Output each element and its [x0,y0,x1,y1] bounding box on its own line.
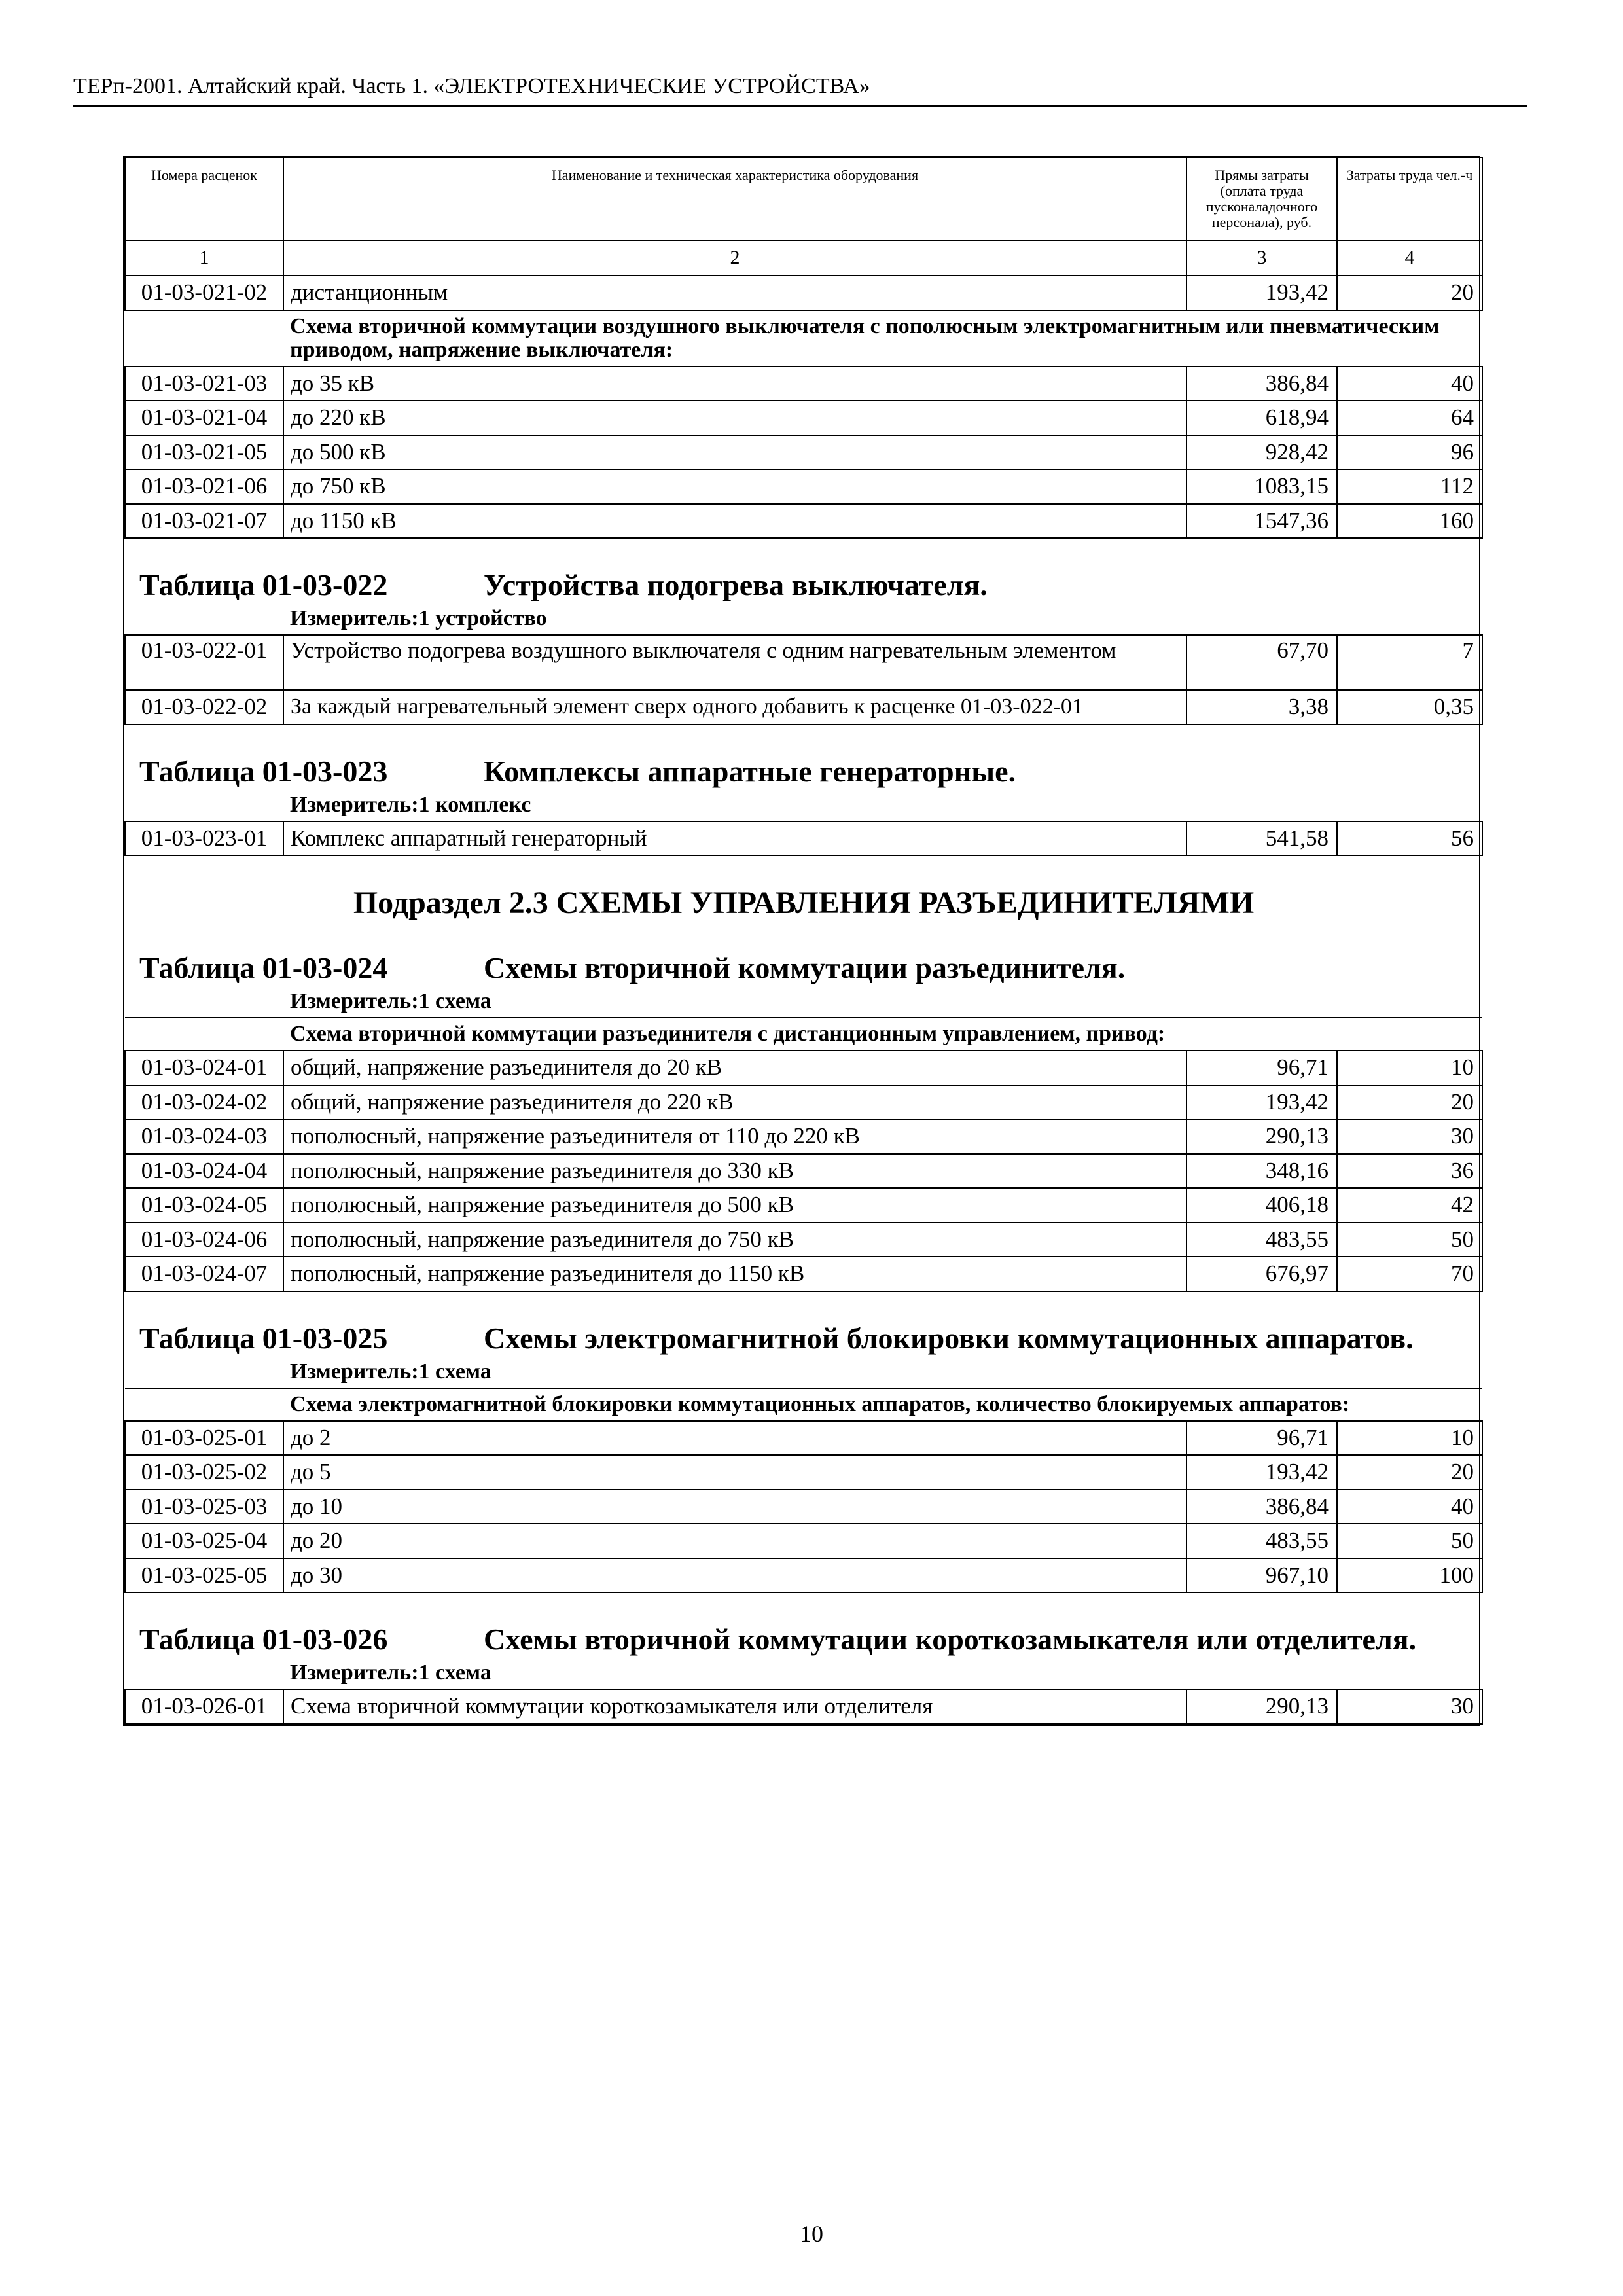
rate-labor: 56 [1337,821,1482,856]
rate-labor: 30 [1337,1689,1482,1724]
rate-description: пополюсный, напряжение разъединителя до 750 кВ [283,1223,1186,1257]
table-row [125,1154,1482,1189]
table-row [125,469,1482,504]
rate-code: 01-03-024-02 [125,1085,283,1120]
rate-description: общий, напряжение разъединителя до 220 кВ [283,1085,1186,1120]
table-row [125,504,1482,539]
group-heading: Схема вторичной коммутации воздушного выключателя с пополюсным электромагнитным или пневматическим приводом, напряжение выключателя: [283,310,1482,367]
rate-code: 01-03-021-05 [125,435,283,470]
rate-code: 01-03-022-02 [125,690,283,725]
rate-code: 01-03-022-01 [125,635,283,690]
table-title-row [125,725,1482,792]
rate-cost: 483,55 [1186,1223,1337,1257]
rate-labor: 64 [1337,401,1482,435]
header-col-name: Наименование и техническая характеристика оборудования [283,158,1186,240]
rate-cost: 483,55 [1186,1524,1337,1558]
rate-labor: 20 [1337,1455,1482,1490]
rate-labor: 30 [1337,1119,1482,1154]
rate-labor: 112 [1337,469,1482,504]
rate-cost: 676,97 [1186,1257,1337,1291]
rate-description: пополюсный, напряжение разъединителя от 110 до 220 кВ [283,1119,1186,1154]
table-row [125,276,1482,310]
rate-cost: 193,42 [1186,1085,1337,1120]
rate-description: общий, напряжение разъединителя до 20 кВ [283,1050,1186,1085]
rate-description: до 1150 кВ [283,504,1186,539]
table-title-row [125,922,1482,988]
rate-code: 01-03-025-02 [125,1455,283,1490]
rate-cost: 967,10 [1186,1558,1337,1593]
table-number: Таблица 01-03-022 [139,568,388,601]
rate-description: Устройство подогрева воздушного выключателя с одним нагревательным элементом [283,635,1186,690]
rate-labor: 20 [1337,1085,1482,1120]
rate-description: дистанционным [283,276,1186,310]
rate-description: Комплекс аппаратный генераторный [283,821,1186,856]
table-number: Таблица 01-03-024 [139,951,388,984]
rate-labor: 96 [1337,435,1482,470]
header-col-labor: Затраты труда чел.-ч [1337,158,1482,240]
column-number: 1 [125,240,283,276]
table-row [125,1490,1482,1524]
group-heading-row [125,310,1482,367]
measure-row [125,605,1482,635]
rate-description: Схема вторичной коммутации короткозамыкателя или отделителя [283,1689,1186,1724]
table-title: Устройства подогрева выключателя. [484,568,988,601]
table-row [125,1689,1482,1724]
rate-code: 01-03-025-01 [125,1421,283,1456]
table-row [125,367,1482,401]
rate-labor: 0,35 [1337,690,1482,725]
table-title-row [125,1592,1482,1660]
rate-code: 01-03-021-03 [125,367,283,401]
table-row [125,1421,1482,1456]
rate-cost: 386,84 [1186,1490,1337,1524]
rate-code: 01-03-025-03 [125,1490,283,1524]
page-number: 10 [800,2221,823,2247]
rate-code: 01-03-021-06 [125,469,283,504]
measure-row [125,988,1482,1018]
rate-code: 01-03-021-04 [125,401,283,435]
rate-cost: 193,42 [1186,1455,1337,1490]
rate-labor: 50 [1337,1524,1482,1558]
table-title: Схемы вторичной коммутации короткозамыкателя или отделителя. [484,1623,1417,1656]
table-row [125,1257,1482,1291]
rate-cost: 3,38 [1186,690,1337,725]
subsection-row [125,855,1482,922]
rates-table-frame [123,156,1480,1726]
rate-description: до 5 [283,1455,1186,1490]
column-number: 4 [1337,240,1482,276]
rate-code: 01-03-024-04 [125,1154,283,1189]
rate-code: 01-03-021-07 [125,504,283,539]
rate-cost: 348,16 [1186,1154,1337,1189]
measure-row [125,1359,1482,1388]
subsection-title: Подраздел 2.3 СХЕМЫ УПРАВЛЕНИЯ РАЗЪЕДИНИТЕЛЯМИ [353,886,1255,920]
rate-description: до 500 кВ [283,435,1186,470]
rate-description: до 20 [283,1524,1186,1558]
rates-table [124,157,1483,1725]
rate-labor: 50 [1337,1223,1482,1257]
measure-unit: Измеритель:1 устройство [283,605,1482,635]
table-row [125,435,1482,470]
rate-description: до 2 [283,1421,1186,1456]
measure-unit: Измеритель:1 схема [283,1359,1482,1388]
rate-labor: 160 [1337,504,1482,539]
table-row [125,1223,1482,1257]
rate-labor: 10 [1337,1050,1482,1085]
measure-row [125,1660,1482,1689]
rate-code: 01-03-024-03 [125,1119,283,1154]
table-header-row [125,158,1482,240]
rate-code: 01-03-025-04 [125,1524,283,1558]
table-title-row [125,1291,1482,1359]
rate-cost: 386,84 [1186,367,1337,401]
rate-cost: 67,70 [1186,635,1337,690]
rate-labor: 70 [1337,1257,1482,1291]
rate-cost: 541,58 [1186,821,1337,856]
rate-code: 01-03-024-07 [125,1257,283,1291]
table-row [125,1524,1482,1558]
rate-cost: 193,42 [1186,276,1337,310]
rate-description: пополюсный, напряжение разъединителя до 330 кВ [283,1154,1186,1189]
rate-code: 01-03-023-01 [125,821,283,856]
rate-code: 01-03-025-05 [125,1558,283,1593]
measure-unit: Измеритель:1 схема [283,988,1482,1018]
rate-labor: 20 [1337,276,1482,310]
table-title: Схемы электромагнитной блокировки коммутационных аппаратов. [484,1321,1414,1355]
running-head: ТЕРп-2001. Алтайский край. Часть 1. «ЭЛЕКТРОТЕХНИЧЕСКИЕ УСТРОЙСТВА» [73,74,870,98]
rate-labor: 100 [1337,1558,1482,1593]
table-row [125,1455,1482,1490]
rate-labor: 36 [1337,1154,1482,1189]
table-row [125,1050,1482,1085]
header-rule [73,105,1527,107]
rate-labor: 7 [1337,635,1482,690]
header-col-codes: Номера расценок [125,158,283,240]
rate-description: до 30 [283,1558,1186,1593]
rate-code: 01-03-026-01 [125,1689,283,1724]
group-heading: Схема вторичной коммутации разъединителя с дистанционным управлением, привод: [283,1018,1482,1050]
measure-unit: Измеритель:1 комплекс [283,792,1482,821]
column-number-row [125,240,1482,276]
rate-description: до 10 [283,1490,1186,1524]
group-heading-row [125,1388,1482,1421]
rate-code: 01-03-021-02 [125,276,283,310]
table-row [125,1119,1482,1154]
rate-code: 01-03-024-05 [125,1188,283,1223]
table-row [125,1188,1482,1223]
measure-unit: Измеритель:1 схема [283,1660,1482,1689]
rate-description: до 750 кВ [283,469,1186,504]
rate-description: до 220 кВ [283,401,1186,435]
rate-cost: 1083,15 [1186,469,1337,504]
rate-labor: 40 [1337,367,1482,401]
table-row [125,690,1482,725]
rate-cost: 618,94 [1186,401,1337,435]
rate-description: пополюсный, напряжение разъединителя до 1150 кВ [283,1257,1186,1291]
rate-cost: 290,13 [1186,1119,1337,1154]
rate-cost: 96,71 [1186,1050,1337,1085]
table-row [125,1085,1482,1120]
rate-cost: 928,42 [1186,435,1337,470]
table-number: Таблица 01-03-026 [139,1623,388,1656]
rate-cost: 290,13 [1186,1689,1337,1724]
rate-cost: 406,18 [1186,1188,1337,1223]
column-number: 3 [1186,240,1337,276]
group-heading: Схема электромагнитной блокировки коммутационных аппаратов, количество блокируемых аппаратов: [283,1388,1482,1421]
measure-row [125,792,1482,821]
table-row [125,821,1482,856]
rate-description: пополюсный, напряжение разъединителя до 500 кВ [283,1188,1186,1223]
rate-labor: 40 [1337,1490,1482,1524]
rate-description: до 35 кВ [283,367,1186,401]
table-row [125,635,1482,690]
column-number: 2 [283,240,1186,276]
rate-description: За каждый нагревательный элемент сверх одного добавить к расценке 01-03-022-01 [283,690,1186,725]
rate-labor: 42 [1337,1188,1482,1223]
table-title-row [125,538,1482,605]
header-col-cost: Прямы затраты (оплата труда пусконаладочного персонала), руб. [1186,158,1337,240]
rate-cost: 96,71 [1186,1421,1337,1456]
table-number: Таблица 01-03-023 [139,754,388,788]
table-number: Таблица 01-03-025 [139,1321,388,1355]
group-heading-row [125,1018,1482,1050]
table-row [125,401,1482,435]
rate-code: 01-03-024-01 [125,1050,283,1085]
table-title: Схемы вторичной коммутации разъединителя. [484,951,1126,984]
rate-cost: 1547,36 [1186,504,1337,539]
rate-labor: 10 [1337,1421,1482,1456]
rate-code: 01-03-024-06 [125,1223,283,1257]
table-title: Комплексы аппаратные генераторные. [484,754,1016,788]
table-row [125,1558,1482,1593]
